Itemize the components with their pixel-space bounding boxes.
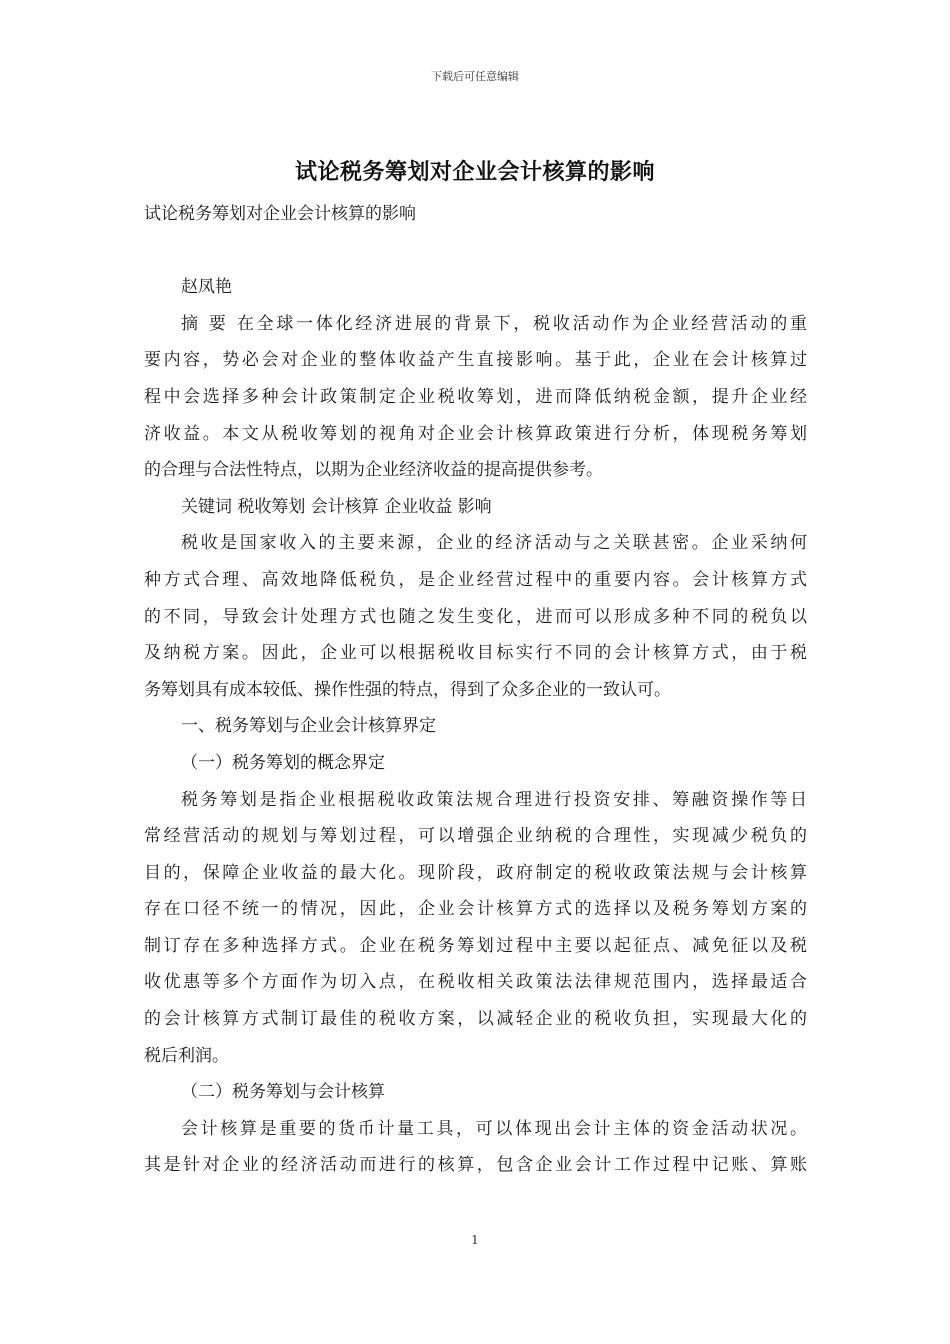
paragraph-line: 收优惠等多个方面作为切入点，在税收相关政策法法律规范围内，选择最适合	[144, 972, 807, 993]
abstract-line: 济收益。本文从税收筹划的视角对企业会计核算政策进行分析，体现税务筹划	[144, 423, 807, 444]
paragraph-line: 税后利润。	[144, 1045, 229, 1066]
intro-line: 种方式合理、高效地降低税负，是企业经营过程中的重要内容。会计核算方式	[144, 569, 807, 590]
subsection-heading: （二）税务筹划与会计核算	[181, 1082, 385, 1103]
paragraph-line: 目的，保障企业收益的最大化。现阶段，政府制定的税收政策法规与会计核算	[144, 862, 807, 883]
intro-line: 的不同，导致会计处理方式也随之发生变化，进而可以形成多种不同的税负以	[144, 606, 807, 627]
intro-line: 税收是国家收入的主要来源，企业的经济活动与之关联甚密。企业采纳何	[181, 533, 807, 554]
abstract-line: 程中会选择多种会计政策制定企业税收筹划，进而降低纳税金额，提升企业经	[144, 386, 807, 407]
abstract-line: 摘 要 在全球一体化经济进展的背景下，税收活动作为企业经营活动的重	[181, 313, 807, 334]
abstract-line: 要内容，势必会对企业的整体收益产生直接影响。基于此，企业在会计核算过	[144, 350, 807, 371]
paragraph-line: 会计核算是重要的货币计量工具，可以体现出会计主体的资金活动状况。	[181, 1118, 807, 1139]
paragraph-line: 其是针对企业的经济活动而进行的核算，包含企业会计工作过程中记账、算账	[144, 1155, 807, 1176]
page-number: 1	[471, 1233, 479, 1247]
author-name: 赵凤艳	[181, 277, 232, 298]
paragraph-line: 的会计核算方式制订最佳的税收方案，以减轻企业的税收负担，实现最大化的	[144, 1009, 807, 1030]
keywords-line: 关键词 税收筹划 会计核算 企业收益 影响	[181, 496, 492, 517]
paragraph-line: 常经营活动的规划与筹划过程，可以增强企业纳税的合理性，实现减少税负的	[144, 826, 807, 847]
document-body	[144, 196, 807, 1184]
paragraph-line: 制订存在多种选择方式。企业在税务筹划过程中主要以起征点、减免征以及税	[144, 935, 807, 956]
subtitle-line: 试论税务筹划对企业会计核算的影响	[144, 204, 416, 224]
document-title: 试论税务筹划对企业会计核算的影响	[294, 159, 655, 185]
paragraph-line: 税务筹划是指企业根据税收政策法规合理进行投资安排、筹融资操作等日	[181, 789, 807, 810]
intro-line: 及纳税方案。因此，企业可以根据税收目标实行不同的会计核算方式，由于税	[144, 643, 807, 664]
blank-line	[144, 233, 807, 270]
section-heading: 一、税务筹划与企业会计核算界定	[181, 716, 436, 737]
paragraph-line: 存在口径不统一的情况，因此，企业会计核算方式的选择以及税务筹划方案的	[144, 899, 807, 920]
page-header-note: 下载后可任意编辑	[431, 70, 519, 83]
subsection-heading: （一）税务筹划的概念界定	[181, 752, 385, 773]
abstract-line: 的合理与合法性特点，以期为企业经济收益的提高提供参考。	[144, 460, 603, 481]
intro-line: 务筹划具有成本较低、操作性强的特点，得到了众多企业的一致认可。	[144, 679, 671, 700]
